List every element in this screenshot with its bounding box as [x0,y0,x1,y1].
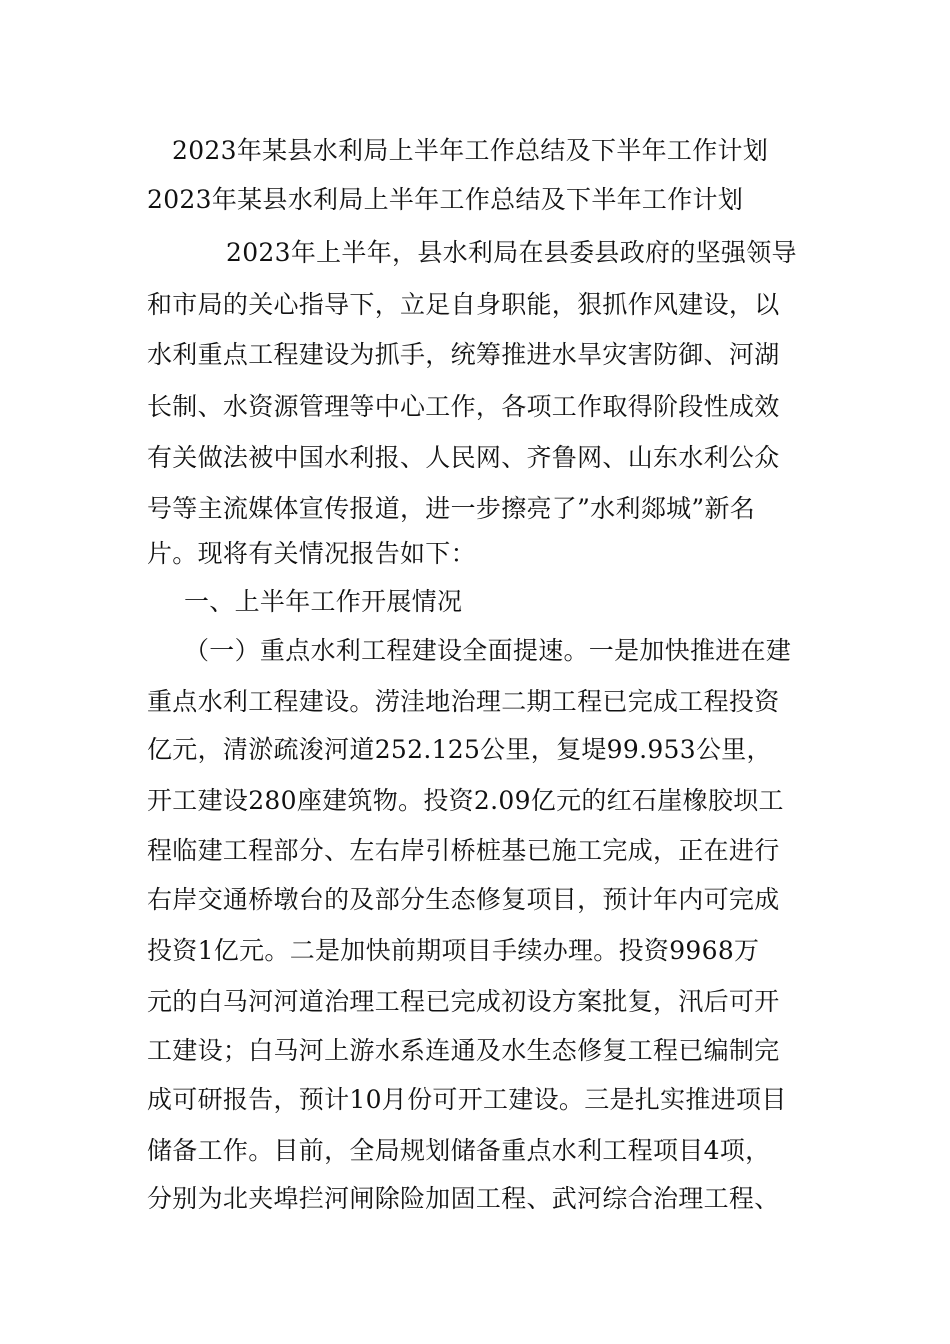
body-line-19: 储备工作。目前，全局规划储备重点水利工程项目4项， [147,1136,771,1165]
body-line-17: 工建设；白马河上游水系连通及水生态修复工程已编制完 [147,1036,780,1065]
body-line-13: 程临建工程部分、左右岸引桥桩基已施工完成，正在进行 [147,836,780,865]
body-line-15: 投资1亿元。二是加快前期项目手续办理。投资9968万 [147,936,760,965]
body-line-14: 右岸交通桥墩台的及部分生态修复项目，预计年内可完成 [147,885,780,914]
body-line-4: 长制、水资源管理等中心工作，各项工作取得阶段性成效 [147,392,780,421]
body-line-1: 2023年上半年，县水利局在县委县政府的坚强领导 [226,238,797,267]
body-line-10: 重点水利工程建设。涝洼地治理二期工程已完成工程投资 [147,687,780,716]
body-line-20: 分别为北夹埠拦河闸除险加固工程、武河综合治理工程、 [147,1184,780,1213]
document-title-line-2: 2023年某县水利局上半年工作总结及下半年工作计划 [147,185,744,214]
body-line-6: 号等主流媒体宣传报道，进一步擦亮了”水利郯城”新名 [147,494,756,523]
body-line-18: 成可研报告，预计10月份可开工建设。三是扎实推进项目 [147,1085,787,1114]
document-title-line-1: 2023年某县水利局上半年工作总结及下半年工作计划 [172,136,769,165]
body-line-9: （一）重点水利工程建设全面提速。一是加快推进在建 [184,636,792,665]
body-line-7: 片。现将有关情况报告如下： [147,539,476,568]
body-line-11: 亿元，清淤疏浚河道252.125公里，复堤99.953公里， [147,735,772,764]
body-line-16: 元的白马河河道治理工程已完成初设方案批复，汛后可开 [147,987,780,1016]
body-line-2: 和市局的关心指导下，立足自身职能，狠抓作风建设，以 [147,290,780,319]
section-heading: 一、上半年工作开展情况 [184,587,463,616]
body-line-12: 开工建设280座建筑物。投资2.09亿元的红石崖橡胶坝工 [147,786,784,815]
body-line-3: 水利重点工程建设为抓手，统筹推进水旱灾害防御、河湖 [147,340,780,369]
body-line-5: 有关做法被中国水利报、人民网、齐鲁网、山东水利公众 [147,443,780,472]
